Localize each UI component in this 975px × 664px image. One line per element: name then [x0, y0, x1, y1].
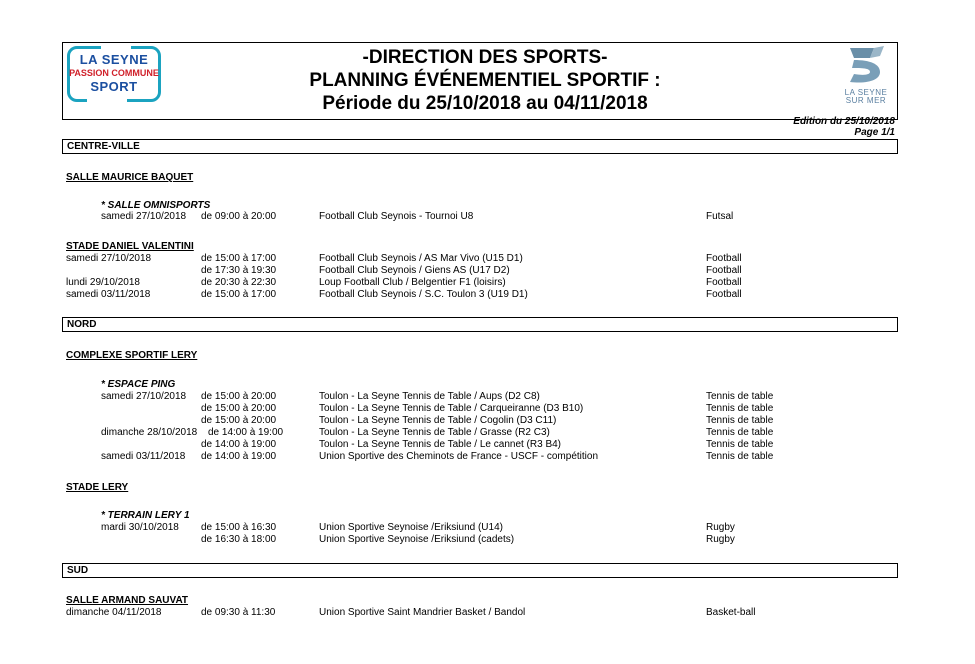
logo-text-line1: LA SEYNE [79, 52, 149, 67]
row-time: de 15:00 à 17:00 [201, 289, 277, 300]
row-sport: Futsal [706, 211, 734, 222]
row-sport: Football [706, 265, 742, 276]
row-event: Toulon - La Seyne Tennis de Table / Aups (D2 C8) [319, 391, 540, 402]
row-time: de 15:00 à 17:00 [201, 253, 277, 264]
row-event: Football Club Seynois / Giens AS (U17 D2) [319, 265, 510, 276]
row-event: Football Club Seynois - Tournoi U8 [319, 211, 474, 222]
row-event: Loup Football Club / Belgentier F1 (loisirs) [319, 277, 506, 288]
row-event: Toulon - La Seyne Tennis de Table / Cogolin (D3 C11) [319, 415, 557, 426]
row-sport: Football [706, 277, 742, 288]
row-sport: Tennis de table [706, 403, 774, 414]
row-sport: Rugby [706, 522, 735, 533]
row-date: samedi 27/10/2018 [66, 253, 152, 264]
row-time: de 17:30 à 19:30 [201, 265, 277, 276]
row-sport: Tennis de table [706, 415, 774, 426]
row-time: de 15:00 à 20:00 [201, 403, 277, 414]
row-event: Toulon - La Seyne Tennis de Table / Carqueiranne (D3 B10) [319, 403, 584, 414]
row-event: Union Sportive Seynoise /Eriksiund (U14) [319, 522, 503, 533]
row-time: de 20:30 à 22:30 [201, 277, 277, 288]
logo-frame-gap [101, 43, 131, 49]
zone-nord: NORD [62, 317, 898, 332]
row-time: de 15:00 à 16:30 [201, 522, 277, 533]
row-date: samedi 27/10/2018 [101, 391, 187, 402]
row-event: Union Sportive des Cheminots de France - USCF - compétition [319, 451, 599, 462]
logo-text-line2: PASSION COMMUNE [69, 68, 159, 78]
row-date: lundi 29/10/2018 [66, 277, 140, 288]
row-event: Toulon - La Seyne Tennis de Table / Grasse (R2 C3) [319, 427, 550, 438]
row-event: Toulon - La Seyne Tennis de Table / Le cannet (R3 B4) [319, 439, 562, 450]
row-date: dimanche 28/10/2018 [101, 427, 198, 438]
row-date: dimanche 04/11/2018 [66, 607, 162, 618]
logo-text-line3: SPORT [90, 79, 138, 94]
la-seyne-sur-mer-logo [840, 44, 892, 104]
row-event: Football Club Seynois / AS Mar Vivo (U15 D1) [319, 253, 523, 264]
title-line3: Période du 25/10/2018 au 04/11/2018 [322, 93, 648, 114]
row-sport: Rugby [706, 534, 735, 545]
page-number: Page 1/1 [854, 127, 895, 138]
row-time: de 15:00 à 20:00 [201, 415, 277, 426]
venue-stade-daniel-valentini: STADE DANIEL VALENTINI [66, 241, 194, 252]
edition-date: Edition du 25/10/2018 [793, 116, 895, 127]
subvenue-terrain-lery-1: * TERRAIN LERY 1 [101, 510, 190, 521]
row-date: samedi 03/11/2018 [101, 451, 186, 462]
logo-right-line2: SUR MER [845, 96, 887, 105]
row-date: samedi 03/11/2018 [66, 289, 151, 300]
row-sport: Tennis de table [706, 391, 774, 402]
row-time: de 15:00 à 20:00 [201, 391, 277, 402]
title-line2: PLANNING ÉVÉNEMENTIEL SPORTIF : [309, 70, 661, 91]
zone-sud: SUD [62, 563, 898, 578]
la-seyne-sport-logo [67, 46, 161, 102]
row-sport: Football [706, 253, 742, 264]
row-time: de 09:00 à 20:00 [201, 211, 277, 222]
title-line1: -DIRECTION DES SPORTS- [362, 47, 608, 68]
zone-centre-ville: CENTRE-VILLE [62, 139, 898, 154]
row-time: de 14:00 à 19:00 [201, 439, 277, 450]
row-time: de 09:30 à 11:30 [201, 607, 276, 618]
subvenue-salle-omnisports: * SALLE OMNISPORTS [101, 200, 211, 211]
row-sport: Tennis de table [706, 451, 774, 462]
row-date: mardi 30/10/2018 [101, 522, 179, 533]
row-event: Union Sportive Seynoise /Eriksiund (cadets) [319, 534, 515, 545]
row-event: Union Sportive Saint Mandrier Basket / Bandol [319, 607, 526, 618]
subvenue-espace-ping: * ESPACE PING [101, 379, 176, 390]
logo-right-line1: LA SEYNE [844, 88, 888, 97]
venue-salle-maurice-baquet: SALLE MAURICE BAQUET [66, 172, 194, 183]
venue-salle-armand-sauvat: SALLE ARMAND SAUVAT [66, 595, 189, 606]
row-event: Football Club Seynois / S.C. Toulon 3 (U19 D1) [319, 289, 528, 300]
row-time: de 14:00 à 19:00 [208, 427, 284, 438]
row-time: de 14:00 à 19:00 [201, 451, 277, 462]
venue-stade-lery: STADE LERY [66, 482, 129, 493]
row-sport: Tennis de table [706, 427, 774, 438]
row-sport: Football [706, 289, 742, 300]
row-date: samedi 27/10/2018 [101, 211, 187, 222]
logo-frame-gap [87, 96, 127, 102]
venue-complexe-sportif-lery: COMPLEXE SPORTIF LERY [66, 350, 198, 361]
la-seyne-sur-mer-logo-icon [840, 44, 892, 86]
row-sport: Basket-ball [706, 607, 756, 618]
row-time: de 16:30 à 18:00 [201, 534, 277, 545]
row-sport: Tennis de table [706, 439, 774, 450]
